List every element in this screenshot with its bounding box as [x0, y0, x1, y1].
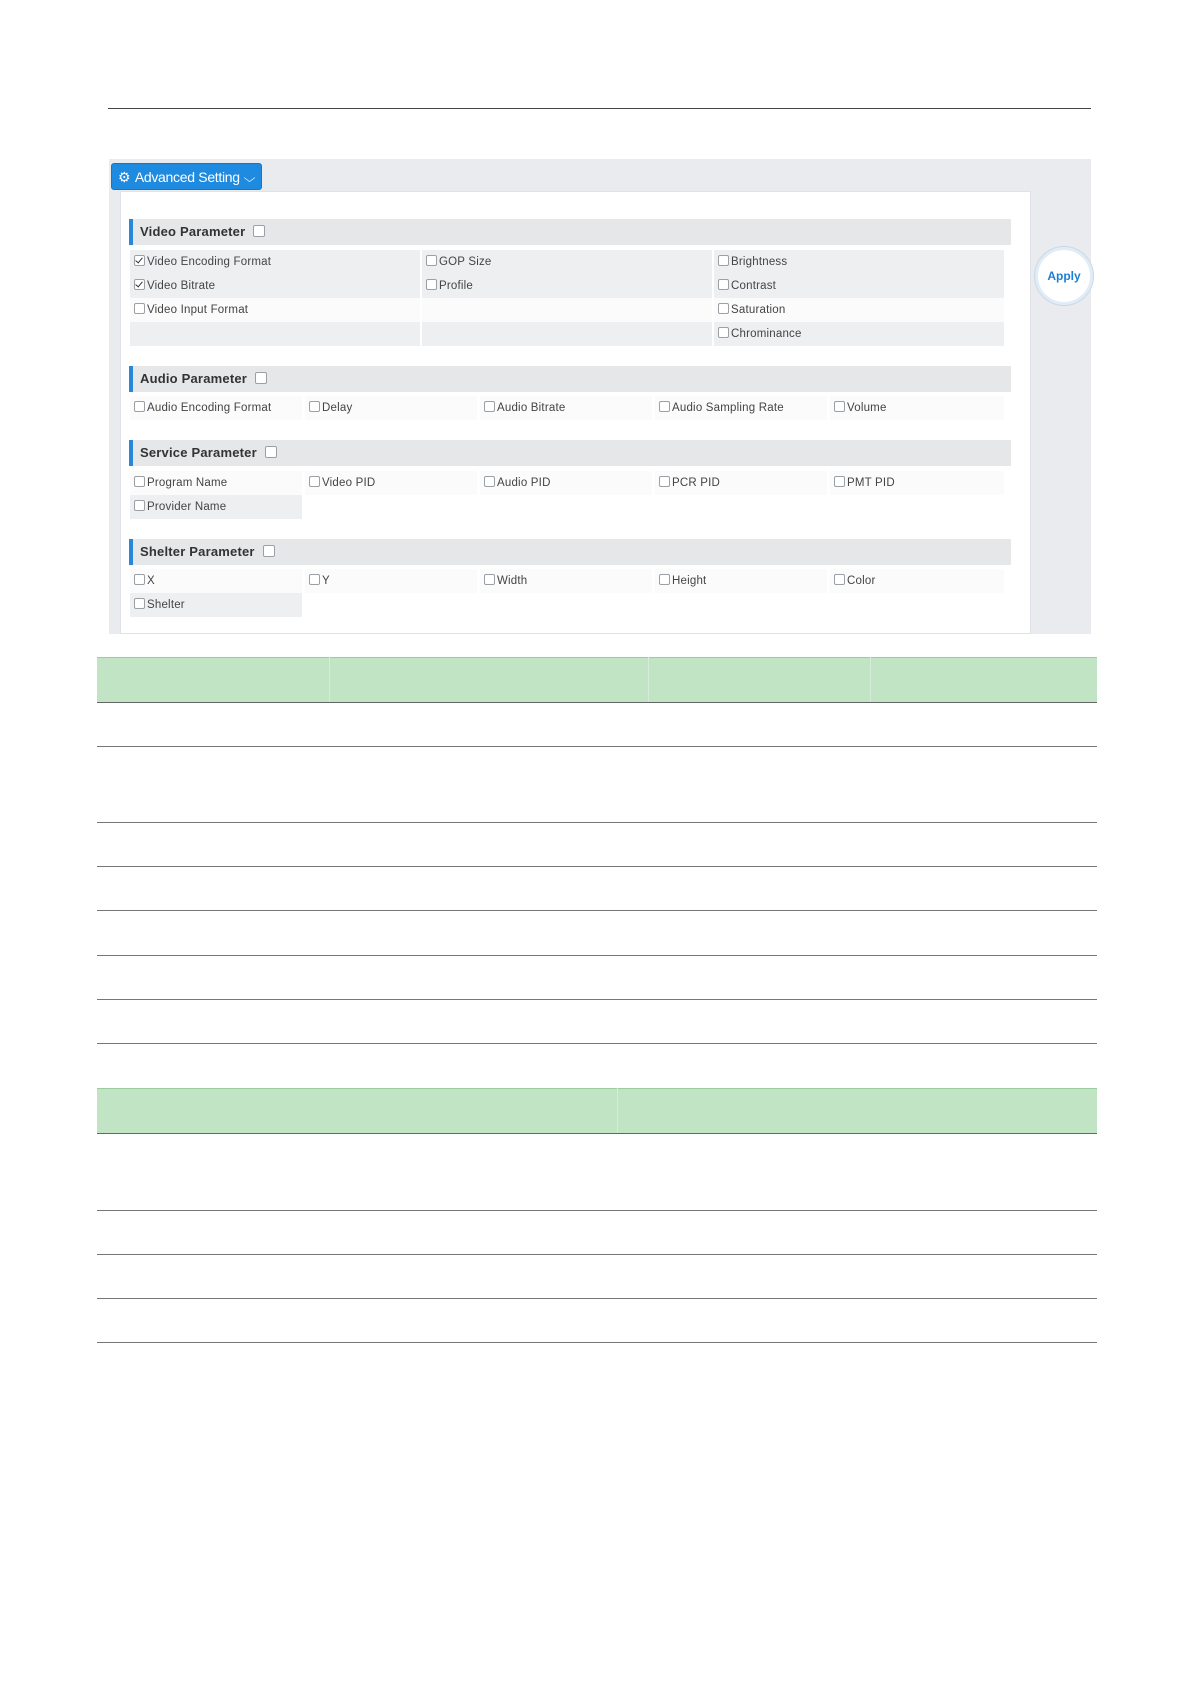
saturation-option[interactable]	[714, 298, 1004, 322]
table-row	[97, 867, 1097, 911]
color-label: Color	[847, 575, 876, 587]
width-label: Width	[497, 575, 528, 587]
x-checkbox[interactable]	[134, 574, 145, 585]
brightness-checkbox[interactable]	[718, 255, 729, 266]
audio-pid-checkbox[interactable]	[484, 476, 495, 487]
video-input-format-option[interactable]	[130, 298, 420, 322]
video-empty-cell	[422, 322, 712, 346]
y-checkbox[interactable]	[309, 574, 320, 585]
parameter-table-1	[97, 657, 1097, 1044]
width-option[interactable]	[480, 569, 652, 593]
advanced-setting-button[interactable]	[111, 163, 262, 190]
top-divider	[108, 108, 1091, 109]
video-parameter-title: Video Parameter	[140, 224, 246, 239]
color-checkbox[interactable]	[834, 574, 845, 585]
table-header-cell	[617, 1089, 1097, 1134]
table-header-row	[97, 658, 1097, 703]
video-bitrate-checkbox[interactable]	[134, 279, 145, 290]
audio-encoding-format-checkbox[interactable]	[134, 401, 145, 412]
shelter-parameter-select-all-checkbox[interactable]	[263, 545, 275, 557]
delay-checkbox[interactable]	[309, 401, 320, 412]
chevron-down-icon: ⌵	[244, 171, 256, 185]
provider-name-option[interactable]	[130, 495, 302, 519]
pmt-pid-option[interactable]	[830, 471, 1004, 495]
gear-icon: ⚙	[118, 169, 131, 185]
video-pid-option[interactable]	[305, 471, 477, 495]
volume-option[interactable]	[830, 396, 1004, 420]
table-header-cell	[648, 658, 870, 703]
profile-option[interactable]	[422, 274, 712, 298]
video-encoding-format-option[interactable]	[130, 250, 420, 274]
shelter-parameter-section	[129, 539, 1011, 565]
profile-label: Profile	[439, 280, 473, 292]
volume-checkbox[interactable]	[834, 401, 845, 412]
audio-sampling-rate-option[interactable]	[655, 396, 827, 420]
chrominance-label: Chrominance	[731, 328, 802, 340]
shelter-parameter-header	[129, 539, 1011, 565]
parameter-table-2	[97, 1088, 1097, 1343]
y-option[interactable]	[305, 569, 477, 593]
settings-card	[120, 191, 1031, 634]
x-label: X	[147, 575, 155, 587]
video-parameter-select-all-checkbox[interactable]	[253, 225, 265, 237]
audio-bitrate-label: Audio Bitrate	[497, 402, 566, 414]
delay-option[interactable]	[305, 396, 477, 420]
table-row	[97, 1000, 1097, 1044]
video-bitrate-option[interactable]	[130, 274, 420, 298]
x-option[interactable]	[130, 569, 302, 593]
provider-name-label: Provider Name	[147, 501, 227, 513]
saturation-checkbox[interactable]	[718, 303, 729, 314]
apply-button[interactable]: Apply	[1035, 247, 1093, 305]
gop-size-option[interactable]	[422, 250, 712, 274]
table-row	[97, 1255, 1097, 1299]
video-empty-cell	[422, 298, 712, 322]
video-bitrate-label: Video Bitrate	[147, 280, 216, 292]
program-name-option[interactable]	[130, 471, 302, 495]
contrast-label: Contrast	[731, 280, 777, 292]
provider-name-checkbox[interactable]	[134, 500, 145, 511]
video-input-format-checkbox[interactable]	[134, 303, 145, 314]
video-parameter-section	[129, 219, 1011, 245]
pcr-pid-label: PCR PID	[672, 477, 721, 489]
chrominance-checkbox[interactable]	[718, 327, 729, 338]
audio-bitrate-option[interactable]	[480, 396, 652, 420]
video-input-format-label: Video Input Format	[147, 304, 249, 316]
y-label: Y	[322, 575, 330, 587]
table-row	[97, 1211, 1097, 1255]
brightness-label: Brightness	[731, 256, 788, 268]
table-row	[97, 703, 1097, 747]
profile-checkbox[interactable]	[426, 279, 437, 290]
audio-encoding-format-label: Audio Encoding Format	[147, 402, 272, 414]
shelter-checkbox[interactable]	[134, 598, 145, 609]
service-parameter-select-all-checkbox[interactable]	[265, 446, 277, 458]
pcr-pid-option[interactable]	[655, 471, 827, 495]
gop-size-checkbox[interactable]	[426, 255, 437, 266]
table-header-cell	[870, 658, 1097, 703]
video-empty-cell	[130, 322, 420, 346]
program-name-checkbox[interactable]	[134, 476, 145, 487]
advanced-setting-label: Advanced Setting	[134, 169, 240, 185]
service-parameter-title: Service Parameter	[140, 445, 257, 460]
video-pid-label: Video PID	[322, 477, 376, 489]
table-row	[97, 1299, 1097, 1343]
audio-parameter-select-all-checkbox[interactable]	[255, 372, 267, 384]
contrast-checkbox[interactable]	[718, 279, 729, 290]
service-parameter-header	[129, 440, 1011, 466]
audio-sampling-rate-label: Audio Sampling Rate	[672, 402, 784, 414]
shelter-parameter-title: Shelter Parameter	[140, 544, 255, 559]
video-parameter-header	[129, 219, 1011, 245]
table-row	[97, 911, 1097, 956]
table-header-cell	[97, 658, 329, 703]
video-encoding-format-label: Video Encoding Format	[147, 256, 272, 268]
audio-bitrate-checkbox[interactable]	[484, 401, 495, 412]
height-checkbox[interactable]	[659, 574, 670, 585]
height-label: Height	[672, 575, 707, 587]
program-name-label: Program Name	[147, 477, 228, 489]
pmt-pid-checkbox[interactable]	[834, 476, 845, 487]
audio-parameter-section	[129, 366, 1011, 392]
volume-label: Volume	[847, 402, 887, 414]
video-pid-checkbox[interactable]	[309, 476, 320, 487]
audio-pid-label: Audio PID	[497, 477, 551, 489]
pmt-pid-label: PMT PID	[847, 477, 895, 489]
saturation-label: Saturation	[731, 304, 786, 316]
shelter-option[interactable]	[130, 593, 302, 617]
advanced-setting-panel	[109, 159, 1091, 634]
table-row	[97, 956, 1097, 1000]
delay-label: Delay	[322, 402, 353, 414]
audio-pid-option[interactable]	[480, 471, 652, 495]
audio-parameter-header	[129, 366, 1011, 392]
gop-size-label: GOP Size	[439, 256, 492, 268]
brightness-option[interactable]	[714, 250, 1004, 274]
shelter-label: Shelter	[147, 599, 185, 611]
color-option[interactable]	[830, 569, 1004, 593]
chrominance-option[interactable]	[714, 322, 1004, 346]
video-encoding-format-checkbox[interactable]	[134, 255, 145, 266]
table-header-cell	[329, 658, 648, 703]
audio-parameter-title: Audio Parameter	[140, 371, 248, 386]
audio-encoding-format-option[interactable]	[130, 396, 302, 420]
table-header-cell	[97, 1089, 617, 1134]
table-row	[97, 747, 1097, 823]
height-option[interactable]	[655, 569, 827, 593]
pcr-pid-checkbox[interactable]	[659, 476, 670, 487]
table-header-row	[97, 1089, 1097, 1134]
audio-sampling-rate-checkbox[interactable]	[659, 401, 670, 412]
table-row	[97, 1134, 1097, 1211]
service-parameter-section	[129, 440, 1011, 466]
table-row	[97, 823, 1097, 867]
width-checkbox[interactable]	[484, 574, 495, 585]
contrast-option[interactable]	[714, 274, 1004, 298]
